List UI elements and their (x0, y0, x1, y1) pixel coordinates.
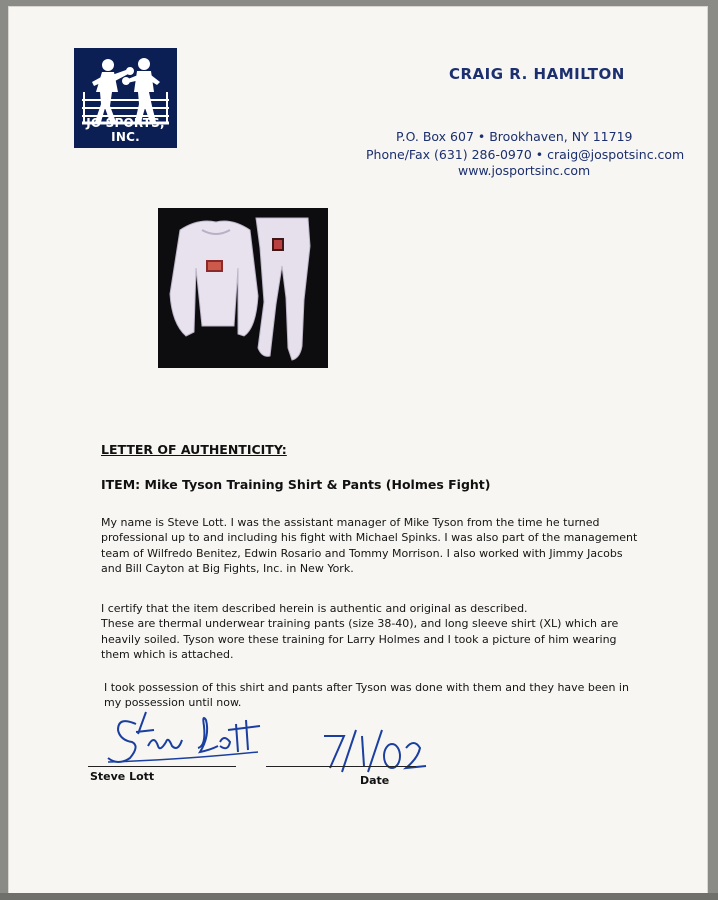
item-photo (158, 208, 328, 368)
paragraph-possession: I took possession of this shirt and pants after Tyson was done with them and they have been in my possession until now. (104, 681, 629, 710)
jo-sports-logo (74, 48, 177, 148)
date-line (266, 766, 416, 767)
letterhead-website: www.josportsinc.com (458, 163, 591, 178)
shirt-and-pants-image (158, 208, 328, 368)
signer-name-label: Steve Lott (90, 770, 155, 783)
paragraph-introduction: My name is Steve Lott. I was the assistant manager of Mike Tyson from the time he turned professional up to and including his fight with Michael Spinks. I was also part of the management team of Wilfredo Benitez, Edwin Rosario and Tommy Morrison. I also worked with Jimmy Jacobs and Bill Cayton at Big Fights, Inc. in New York. (101, 516, 638, 576)
signature-line (88, 766, 236, 767)
page-shadow (0, 893, 718, 900)
item-line: ITEM: Mike Tyson Training Shirt & Pants (Holmes Fight) (101, 477, 491, 492)
letterhead-name: CRAIG R. HAMILTON (449, 65, 625, 83)
paragraph-certification (101, 601, 641, 663)
certification-line: I certify that the item described herein is authentic and original as described. (101, 602, 528, 615)
letter-page (8, 6, 708, 894)
date-label: Date (360, 774, 390, 787)
letter-heading: LETTER OF AUTHENTICITY: (101, 442, 287, 457)
letterhead-address: P.O. Box 607 • Brookhaven, NY 11719 (396, 129, 633, 144)
item-description: These are thermal underwear training pants (size 38-40), and long sleeve shirt (XL) which are heavily soiled. Tyson wore these training for Larry Holmes and I took a picture of him wearing them which is attached. (101, 617, 619, 662)
logo-text: JO SPORTS, INC. (86, 116, 165, 144)
letterhead-phone-email: Phone/Fax (631) 286-0970 • craig@jospotsinc.com (366, 147, 685, 162)
